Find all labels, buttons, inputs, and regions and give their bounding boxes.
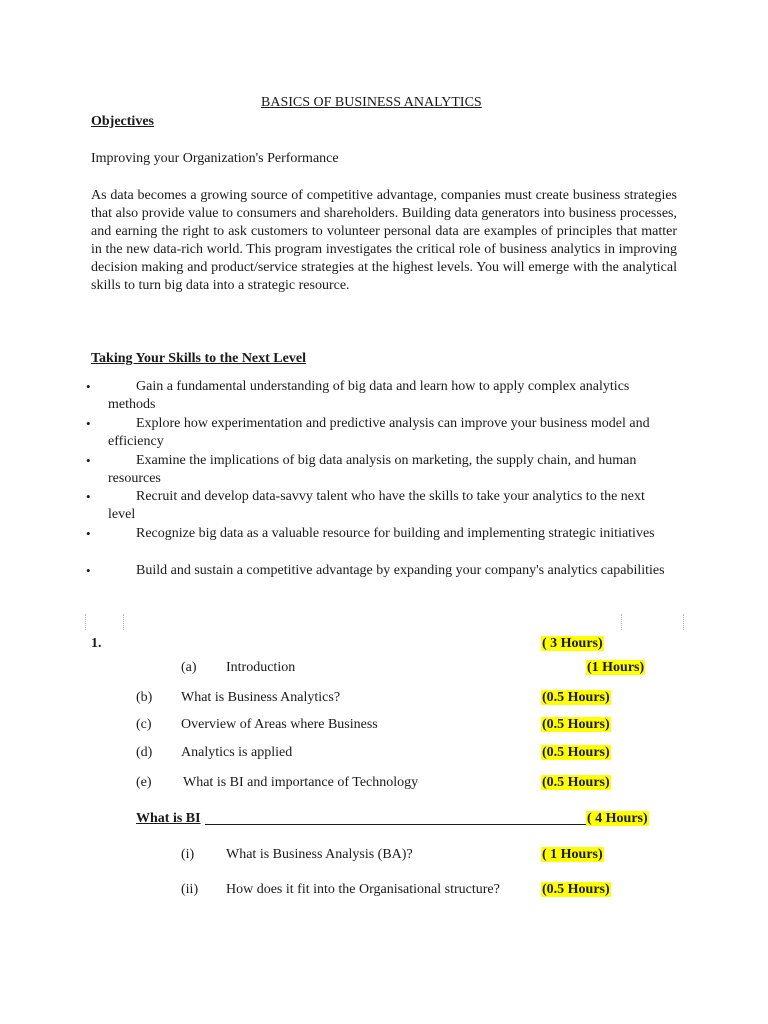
skills-heading: Taking Your Skills to the Next Level (91, 351, 306, 366)
bullet-text: Build and sustain a competitive advantage by expanding your company's analytics capabilities (136, 562, 665, 578)
margin-tick (621, 614, 622, 630)
item-label: (a) (181, 660, 197, 675)
bullet-icon: • (86, 452, 91, 468)
bullet-text: Recognize big data as a valuable resource for building and implementing strategic initiatives (136, 526, 655, 542)
heading-underline (205, 824, 586, 825)
bullet-text: Examine the implications of big data analysis on marketing, the supply chain, and human resources (108, 452, 637, 486)
item-text: How does it fit into the Organisational structure? (226, 882, 500, 897)
item-label: (c) (136, 717, 152, 732)
item-text: What is Business Analytics? (181, 690, 341, 705)
item-hours: (0.5 Hours) (542, 775, 610, 790)
bullet-text: Recruit and develop data-savvy talent who have the skills to take your analytics to the next level (108, 489, 645, 523)
list-item (0, 378, 768, 415)
item-hours: ( 1 Hours) (542, 847, 603, 862)
list-item (0, 452, 768, 489)
item-hours: (0.5 Hours) (542, 690, 610, 705)
item-hours: (0.5 Hours) (542, 882, 610, 897)
list-item (0, 525, 768, 562)
bullet-icon: • (86, 489, 91, 505)
item-hours: (1 Hours) (587, 660, 645, 675)
margin-tick (683, 614, 684, 630)
section-hours: ( 4 Hours) (587, 811, 648, 826)
item-text: What is Business Analysis (BA)? (226, 847, 413, 862)
item-label: (ii) (181, 882, 199, 897)
section-hours: ( 3 Hours) (542, 636, 603, 651)
bullet-icon: • (86, 562, 91, 578)
item-label: (e) (136, 775, 152, 790)
bullet-text: Gain a fundamental understanding of big data and learn how to apply complex analytics methods (108, 379, 630, 412)
objectives-heading: Objectives (91, 114, 154, 129)
bullet-text: Explore how experimentation and predictive analysis can improve your business model and efficiency (108, 415, 650, 449)
item-hours: (0.5 Hours) (542, 717, 610, 732)
margin-tick (123, 614, 124, 630)
item-label: (b) (136, 690, 153, 705)
skills-bullet-list (0, 378, 768, 599)
bullet-icon: • (86, 415, 91, 431)
item-text: Introduction (226, 660, 296, 675)
item-text: Analytics is applied (181, 745, 293, 760)
margin-tick (85, 614, 86, 630)
list-item (0, 562, 768, 599)
item-hours: (0.5 Hours) (542, 745, 610, 760)
bullet-icon: • (86, 526, 91, 542)
item-text: Overview of Areas where Business (181, 717, 378, 732)
document-title: BASICS OF BUSINESS ANALYTICS (261, 95, 482, 110)
item-label: (d) (136, 745, 153, 760)
list-item (0, 415, 768, 452)
item-text: What is BI and importance of Technology (183, 775, 419, 790)
intro-paragraph: As data becomes a growing source of competitive advantage, companies must create business strategies that also provide value to consumers and shareholders. Building data generators into business processes, and earning the right to ask customers to volunteer personal data are examples of principles that matter in the new data-rich world. This program investigates the critical role of business analytics in improving decision making and product/service strategies at the highest levels. You will emerge with the analytical skills to turn big data into a strategic resource. (91, 188, 677, 293)
list-item (0, 488, 768, 525)
bullet-icon: • (86, 379, 91, 394)
section-number: 1. (91, 636, 102, 651)
section-heading: What is BI (136, 811, 201, 826)
item-label: (i) (181, 847, 195, 862)
subtitle: Improving your Organization's Performance (91, 151, 339, 166)
